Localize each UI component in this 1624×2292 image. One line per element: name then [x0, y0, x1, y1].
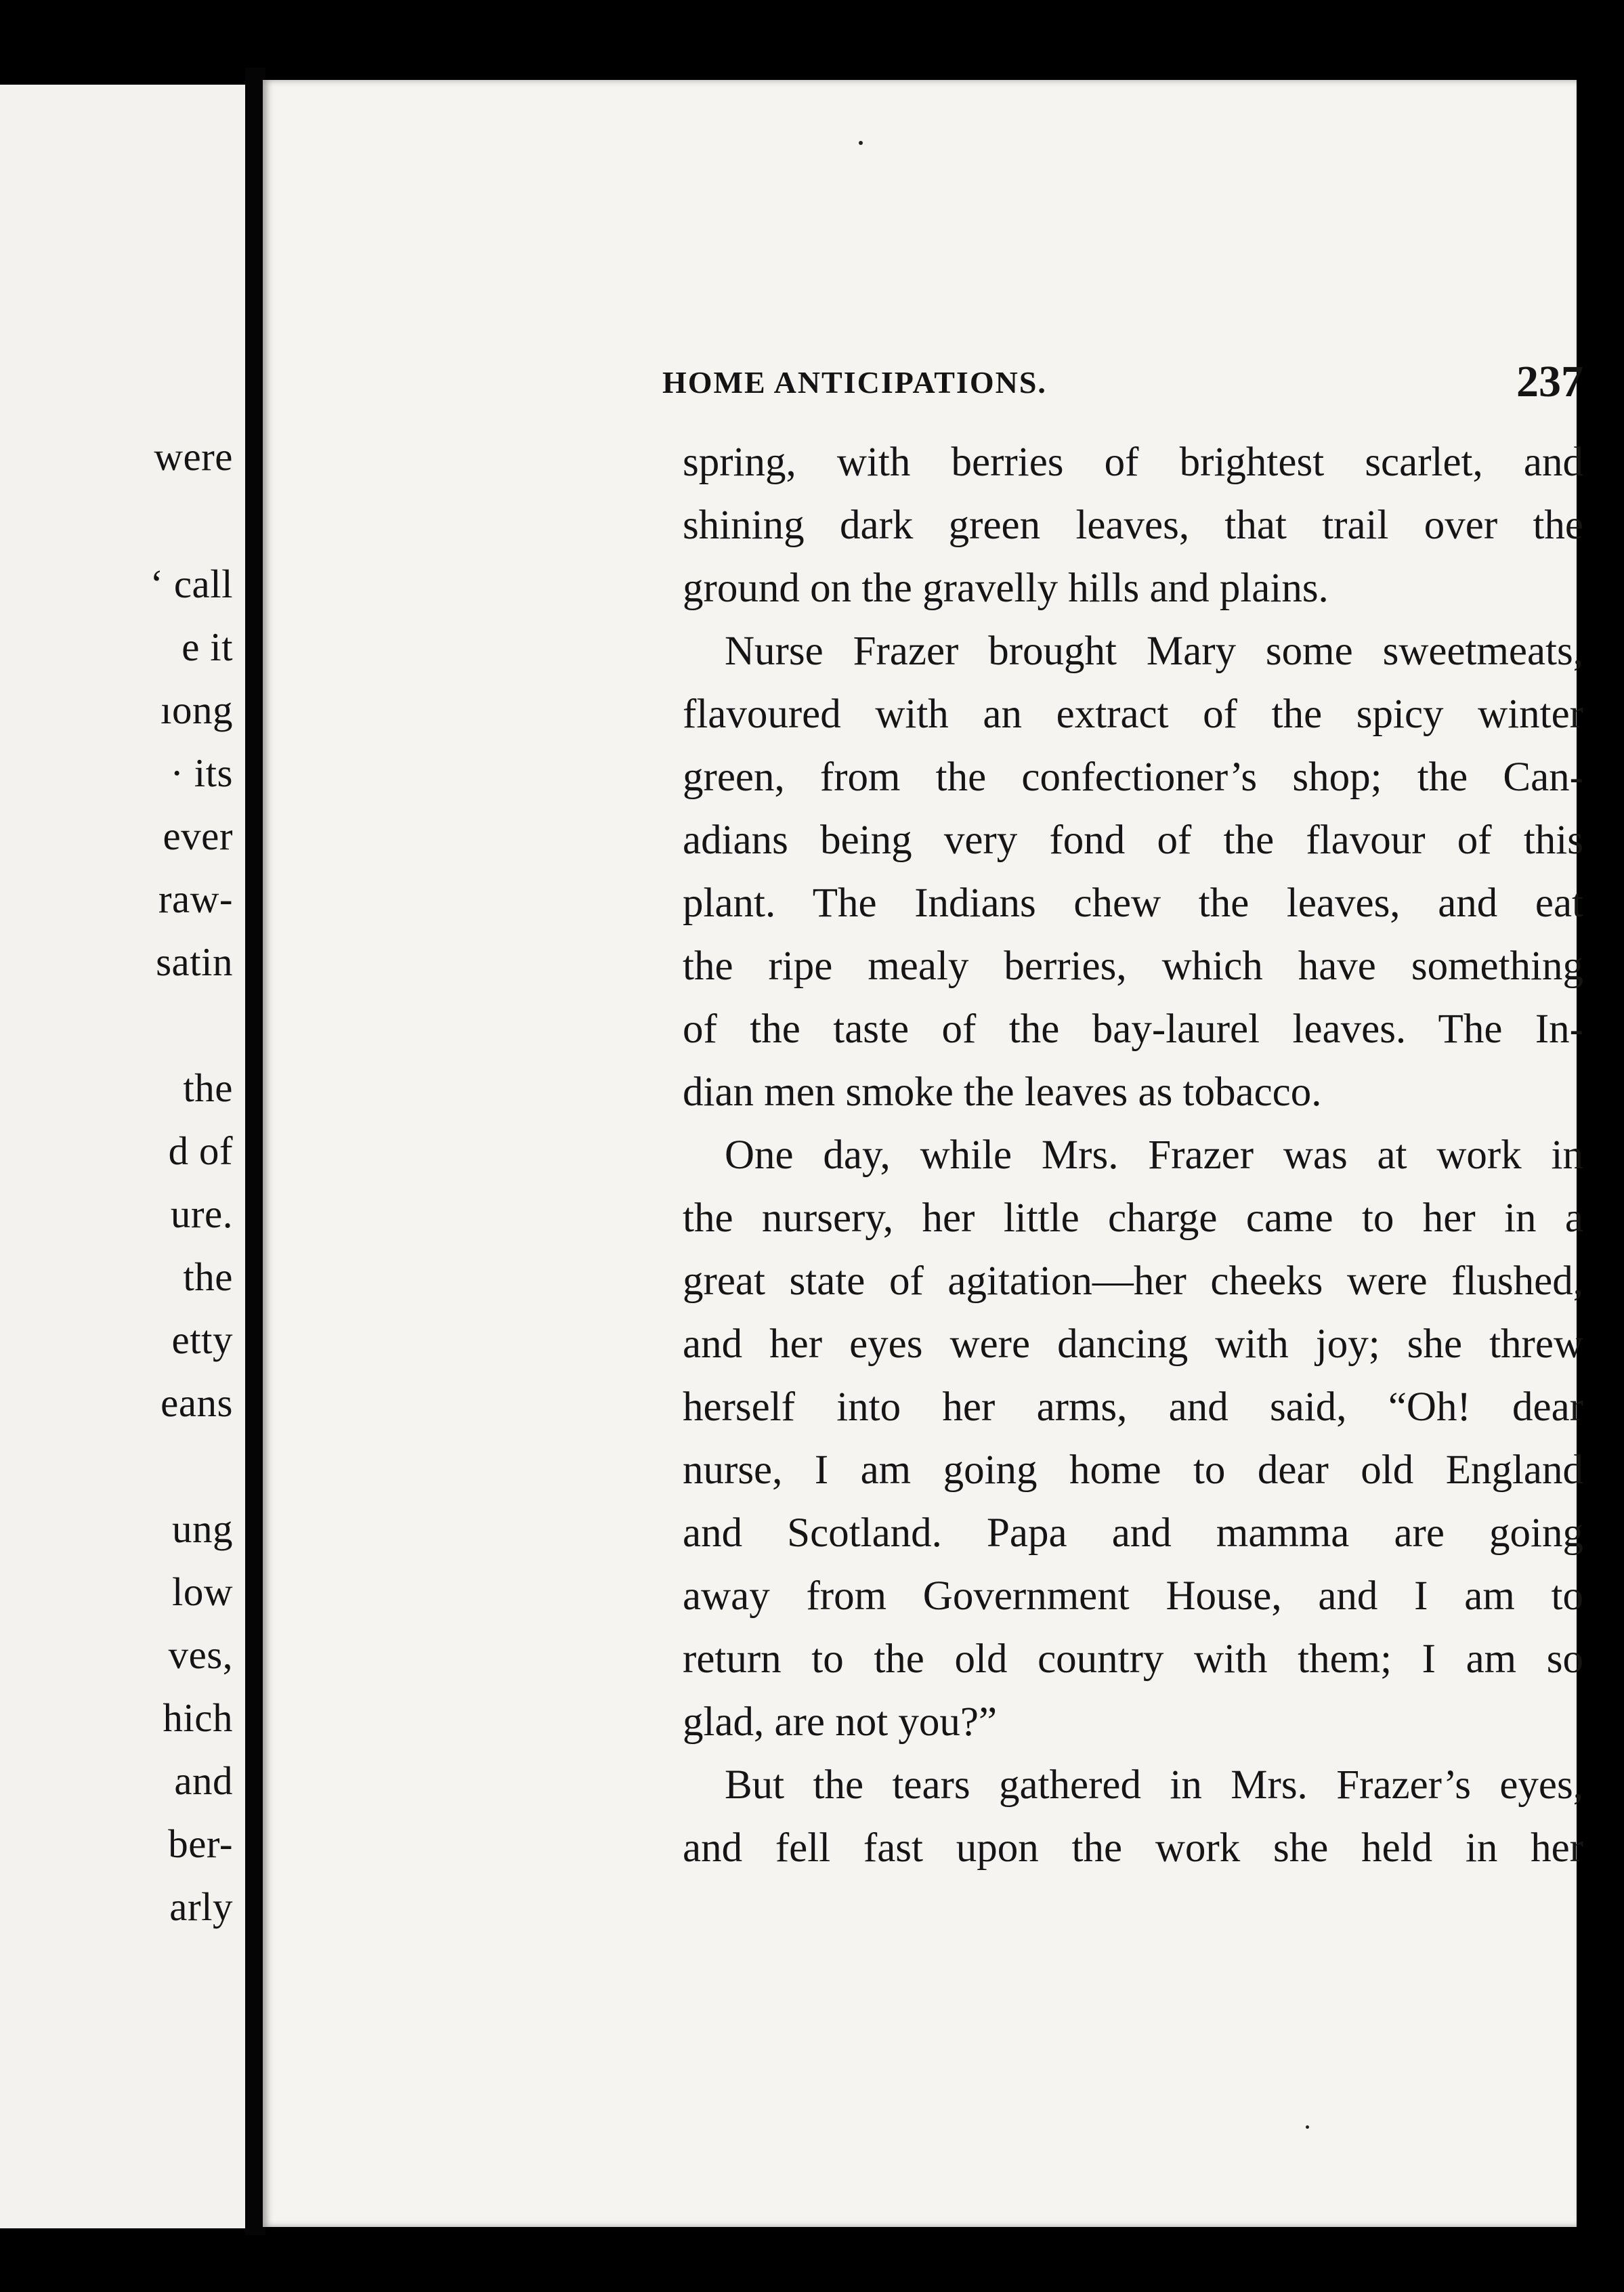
- left-page: [0, 85, 245, 2228]
- text-line: Nurse Frazer brought Mary some sweetmeats,: [725, 629, 1583, 674]
- left-line-fragment: satin: [156, 939, 233, 984]
- left-line-fragment: ever: [163, 813, 233, 858]
- text-line: green, from the confectioner’s shop; the Can-: [683, 755, 1583, 800]
- left-line-fragment: hich: [163, 1695, 233, 1740]
- text-line: great state of agitation—her cheeks were flushed,: [683, 1258, 1583, 1304]
- scan-speck: [859, 141, 863, 145]
- text-line: plant. The Indians chew the leaves, and eat: [683, 880, 1583, 926]
- text-line: adians being very fond of the flavour of this: [683, 818, 1583, 863]
- left-line-fragment: ung: [172, 1506, 233, 1551]
- text-line: dian men smoke the leaves as tobacco.: [683, 1069, 1322, 1115]
- text-line: and Scotland. Papa and mamma are going: [683, 1510, 1583, 1556]
- text-line: return to the old country with them; I am so: [683, 1636, 1583, 1682]
- left-line-fragment: etty: [171, 1317, 233, 1362]
- left-line-fragment: d of: [168, 1128, 233, 1173]
- left-line-fragment: ure.: [170, 1191, 233, 1236]
- text-line: ground on the gravelly hills and plains.: [683, 566, 1329, 611]
- left-line-fragment: the: [183, 1065, 233, 1110]
- left-line-fragment: were: [154, 434, 233, 479]
- left-line-fragment: ber-: [168, 1821, 233, 1866]
- left-line-fragment: low: [172, 1569, 233, 1614]
- left-line-fragment: arly: [169, 1884, 233, 1929]
- left-line-fragment: ves,: [168, 1632, 233, 1677]
- text-line: glad, are not you?”: [683, 1699, 998, 1745]
- text-line: flavoured with an extract of the spicy winter: [683, 692, 1583, 737]
- text-line: of the taste of the bay-laurel leaves. The In-: [683, 1006, 1583, 1052]
- page-number: 237: [1516, 357, 1583, 406]
- text-line: One day, while Mrs. Frazer was at work in: [725, 1132, 1583, 1178]
- left-line-fragment: and: [174, 1758, 233, 1803]
- left-line-fragment: the: [183, 1254, 233, 1299]
- right-page: [263, 80, 1583, 2227]
- left-line-fragment: ‘ call: [150, 561, 233, 606]
- text-line: and her eyes were dancing with joy; she threw: [683, 1321, 1583, 1367]
- text-line: the nursery, her little charge came to her in a: [683, 1195, 1583, 1241]
- text-line: the ripe mealy berries, which have something: [683, 943, 1583, 989]
- text-line: nurse, I am going home to dear old England: [683, 1447, 1583, 1493]
- scan-speck: [1306, 2125, 1309, 2129]
- text-line: shining dark green leaves, that trail over the: [683, 503, 1583, 548]
- running-head: HOME ANTICIPATIONS.: [662, 365, 1047, 400]
- text-line: away from Government House, and I am to: [683, 1573, 1583, 1619]
- text-line: spring, with berries of brightest scarlet, and: [683, 440, 1583, 485]
- left-line-fragment: eans: [161, 1380, 233, 1425]
- text-line: and fell fast upon the work she held in her: [683, 1825, 1583, 1871]
- body-text: [263, 80, 1583, 2227]
- text-line: But the tears gathered in Mrs. Frazer’s eyes,: [725, 1762, 1583, 1808]
- left-line-fragment: ıong: [161, 687, 233, 732]
- left-line-fragment: e it: [181, 624, 233, 669]
- left-line-fragment: · its: [170, 750, 233, 795]
- left-line-fragment: raw-: [158, 876, 233, 921]
- text-line: herself into her arms, and said, “Oh! dear: [683, 1384, 1583, 1430]
